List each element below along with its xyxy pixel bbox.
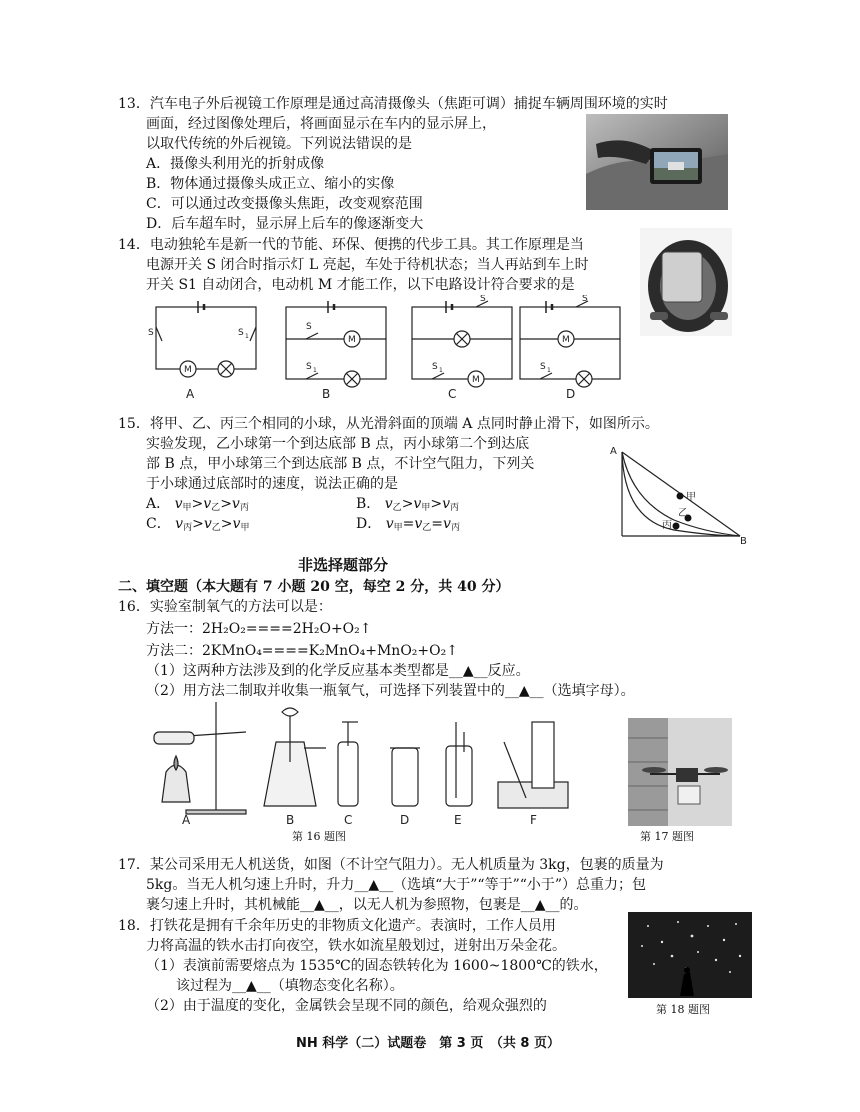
- drone-photo: [628, 718, 732, 826]
- q15-option-c: C． $v_丙>v_乙>v_甲$: [146, 516, 250, 533]
- caption-fig16: 第 16 题图: [292, 830, 346, 843]
- q16-line1: 16．实验室制氧气的方法可以是：: [118, 599, 332, 615]
- q15-option-a: A． $v_甲>v_乙>v_丙$: [146, 496, 249, 513]
- svg-text:M: M: [348, 335, 356, 345]
- q13-line2: 画面，经过图像处理后，将画面显示在车内的显示屏上，: [146, 116, 496, 132]
- q14-line3: 开关 S1 自动闭合，电动机 M 才能工作，以下电路设计符合要求的是: [146, 277, 575, 293]
- q13-option-b: B．物体通过摄像头成正立、缩小的实像: [146, 176, 395, 192]
- q16-sub1: （1）这两种方法涉及到的化学反应基本类型都是__▲__反应。: [146, 663, 530, 679]
- page-footer: NH 科学（二）试题卷 第 3 页 （共 8 页）: [296, 1036, 560, 1051]
- svg-text:S: S: [306, 362, 312, 372]
- svg-text:丙: 丙: [662, 520, 672, 531]
- q13-option-c: C．可以通过改变摄像头焦距，改变观察范围: [146, 196, 423, 212]
- q16-sub2: （2）用方法二制取并收集一瓶氧气，可选择下列装置中的__▲__（选填字母）。: [146, 683, 635, 699]
- q18-line4: 该过程为__▲__（填物态变化名称）。: [176, 978, 404, 994]
- side-mirror-photo: [586, 114, 728, 210]
- svg-text:1: 1: [547, 367, 551, 374]
- svg-text:E: E: [454, 813, 462, 826]
- q15-line2: 实验发现，乙小球第一个到达底部 B 点，丙小球第二个到达底: [146, 436, 530, 452]
- q16-method2: 方法二：2KMnO₄====K₂MnO₄+MnO₂+O₂↑: [146, 643, 458, 659]
- q13-option-d: D．后车超车时，显示屏上后车的像逐渐变大: [146, 216, 424, 232]
- svg-text:1: 1: [439, 367, 443, 374]
- svg-text:S: S: [148, 328, 154, 338]
- svg-text:M: M: [184, 365, 192, 375]
- q13-option-a: A．摄像头利用光的折射成像: [146, 156, 325, 172]
- q15-option-d: D． $v_甲=v_乙=v_丙$: [356, 516, 460, 533]
- q14-line2: 电源开关 S 闭合时指示灯 L 亮起，车处于待机状态；当人再站到车上时: [146, 257, 589, 273]
- q18-line1: 18．打铁花是拥有千余年历史的非物质文化遗产。表演时，工作人员用: [118, 918, 556, 934]
- q13-line3: 以取代传统的外后视镜。下列说法错误的是: [146, 136, 412, 152]
- part2-heading: 二、填空题（本大题有 7 小题 20 空，每空 2 分，共 40 分）: [118, 579, 510, 595]
- svg-text:1: 1: [313, 367, 317, 374]
- slope-figure: [604, 440, 750, 544]
- q13-line1: 13．汽车电子外后视镜工作原理是通过高清摄像头（焦距可调）捕捉车辆周围环境的实时: [118, 96, 668, 112]
- svg-text:A: A: [182, 813, 191, 826]
- svg-text:B: B: [740, 536, 747, 544]
- svg-text:D: D: [400, 813, 410, 826]
- svg-text:C: C: [344, 813, 353, 826]
- svg-text:甲: 甲: [686, 492, 696, 503]
- svg-text:S: S: [480, 295, 486, 304]
- q15-option-b: B． $v_乙>v_甲>v_丙$: [356, 496, 460, 513]
- svg-text:C: C: [448, 387, 457, 401]
- svg-text:S: S: [582, 295, 588, 304]
- q14-circuit-diagrams: [146, 295, 626, 405]
- caption-fig18: 第 18 题图: [656, 1003, 710, 1016]
- svg-text:1: 1: [245, 333, 249, 340]
- svg-text:M: M: [562, 335, 570, 345]
- q16-method1: 方法一：2H₂O₂====2H₂O+O₂↑: [146, 621, 372, 637]
- svg-text:B: B: [322, 387, 331, 401]
- svg-text:B: B: [286, 813, 295, 826]
- q18-line5: （2）由于温度的变化，金属铁会呈现不同的颜色，给观众强烈的: [146, 998, 547, 1014]
- unicycle-photo: [640, 228, 732, 336]
- svg-text:S: S: [238, 328, 244, 338]
- svg-text:乙: 乙: [678, 508, 688, 519]
- q15-line4: 于小球通过底部时的速度，说法正确的是: [146, 476, 398, 492]
- q17-line2: 5kg。当无人机匀速上升时，升力__▲__（选填“大于”“等于”“小于”）总重力；包: [146, 877, 647, 893]
- q15-line1: 15．将甲、乙、丙三个相同的小球，从光滑斜面的顶端 A 点同时静止滑下，如图所示。: [118, 416, 659, 432]
- svg-text:A: A: [186, 387, 195, 401]
- svg-text:S: S: [540, 362, 546, 372]
- q16-apparatus-figure: [146, 702, 616, 826]
- q17-line1: 17．某公司采用无人机送货，如图（不计空气阻力）。无人机质量为 3kg，包裹的质量为: [118, 857, 664, 873]
- q14-line1: 14．电动独轮车是新一代的节能、环保、便携的代步工具。其工作原理是当: [118, 237, 584, 253]
- svg-text:S: S: [432, 362, 438, 372]
- svg-text:D: D: [566, 387, 576, 401]
- iron-flower-photo: [628, 912, 752, 998]
- svg-text:S: S: [306, 322, 312, 332]
- q17-line3: 裹匀速上升时，其机械能__▲__，以无人机为参照物，包裹是__▲__的。: [146, 897, 588, 913]
- section-title: 非选择题部分: [298, 556, 389, 574]
- caption-fig17: 第 17 题图: [640, 830, 694, 843]
- q18-line2: 力将高温的铁水击打向夜空，铁水如流星般划过，迸射出万朵金花。: [146, 938, 566, 954]
- svg-text:M: M: [472, 375, 480, 385]
- q18-line3: （1）表演前需要熔点为 1535℃的固态铁转化为 1600~1800℃的铁水，: [146, 958, 608, 974]
- svg-text:A: A: [610, 446, 617, 457]
- svg-text:F: F: [530, 813, 537, 826]
- q15-line3: 部 B 点，甲小球第三个到达底部 B 点，不计空气阻力，下列关: [146, 456, 535, 472]
